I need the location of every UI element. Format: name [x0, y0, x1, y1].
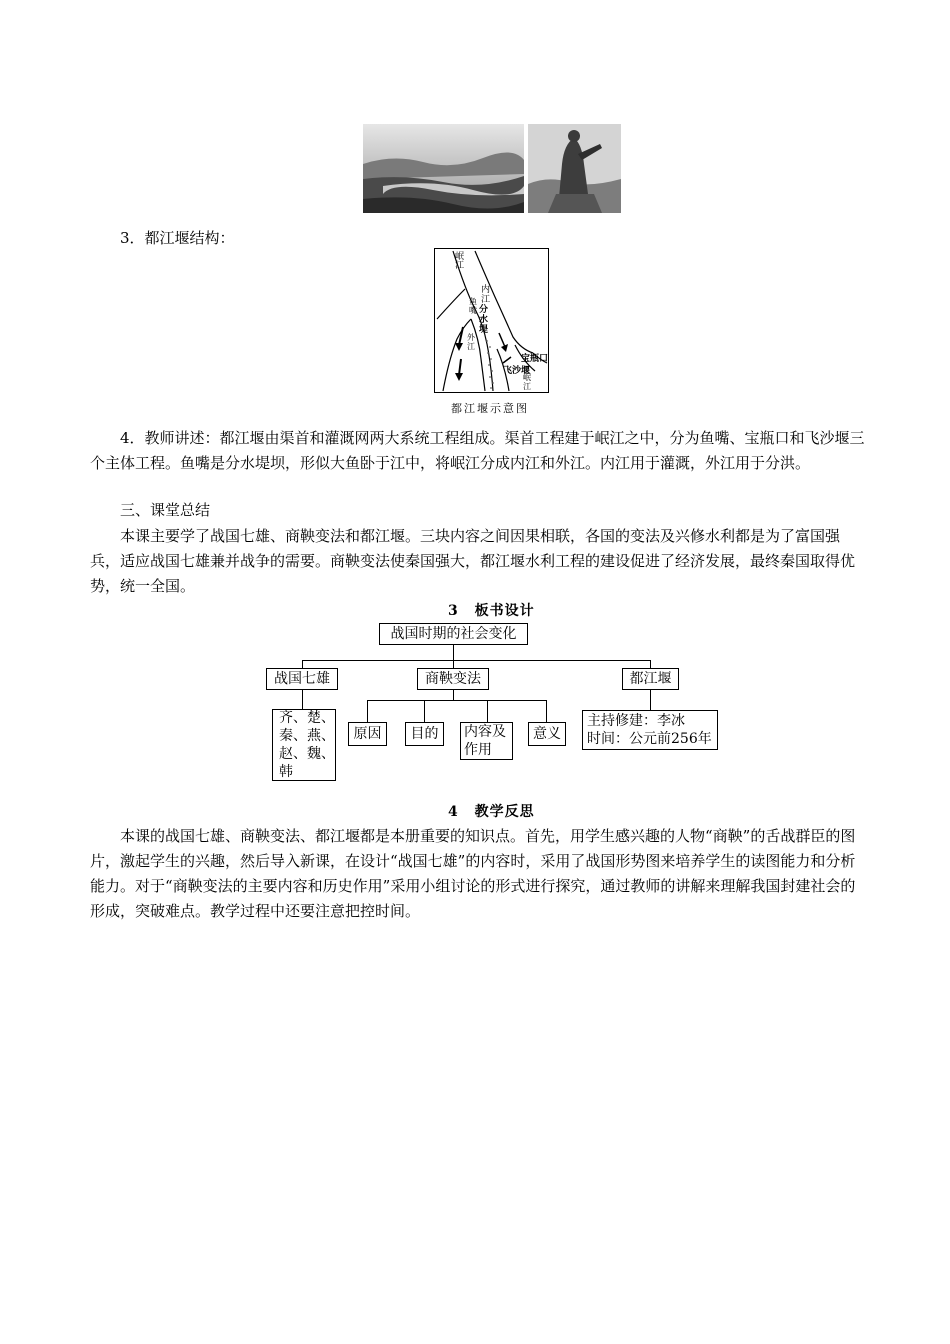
river-landscape-photo — [363, 124, 524, 213]
board-root: 战国时期的社会变化 — [379, 623, 528, 645]
board-dujiangyan: 都江堰 — [622, 668, 679, 690]
sy-content-line-1: 内容及 — [464, 724, 506, 740]
summary-heading: 三、课堂总结 — [120, 501, 211, 519]
map-caption: 都江堰示意图 — [451, 402, 529, 415]
state-line-4: 韩 — [279, 764, 293, 780]
board-sy-reason: 原因 — [348, 722, 387, 746]
board-qixiong-states — [272, 709, 336, 781]
djy-detail-time: 时间：公元前256年 — [587, 731, 712, 747]
state-line-3: 赵、魏、 — [279, 746, 335, 762]
map-label-waijiang: 外江 — [467, 333, 475, 351]
reflection-heading-num: 4 — [448, 804, 459, 820]
item-4-paragraph: 4．教师讲述：都江堰由渠首和灌溉网两大系统工程组成。渠首工程建于岷江之中，分为鱼嘴、宝瓶口和飞沙堰三个主体工程。鱼嘴是分水堤坝，形似大鱼卧于江中，将岷江分成内江和外江。内江用于灌溉，外江用于分洪。 — [90, 429, 865, 472]
board-sy-purpose: 目的 — [405, 722, 444, 746]
djy-detail-builder: 主持修建：李冰 — [587, 713, 685, 729]
summary-paragraph: 本课主要学了战国七雄、商鞅变法和都江堰。三块内容之间因果相联，各国的变法及兴修水利都是为了富国强兵，适应战国七雄兼并战争的需要。商鞅变法使秦国强大，都江堰水利工程的建设促进了经济发展，最终秦国取得优势，统一全国。 — [90, 527, 856, 595]
board-qixiong: 战国七雄 — [266, 668, 338, 690]
board-heading-text: 板书设计 — [474, 603, 535, 619]
map-label-feishayan: 飞沙堰 — [503, 366, 531, 376]
map-label-minjiang-top: 岷江 — [455, 252, 465, 271]
board-sy-content — [460, 722, 513, 760]
board-shangyang: 商鞅变法 — [417, 668, 489, 690]
state-line-1: 齐、楚、 — [279, 710, 335, 726]
map-label-fenshuidi: 分水堤 — [479, 305, 489, 335]
board-djy-detail — [582, 710, 718, 750]
map-label-baopingkou: 宝瓶口 — [521, 354, 549, 364]
state-line-2: 秦、燕、 — [279, 728, 335, 744]
dujiangyan-map — [434, 248, 549, 393]
map-label-minjiang-bottom: 岷江 — [523, 373, 531, 391]
reflection-heading-text: 教学反思 — [474, 804, 535, 820]
board-heading-num: 3 — [448, 603, 459, 619]
statue-photo — [528, 124, 621, 213]
map-label-neijiang: 内江 — [481, 285, 491, 305]
map-label-yuzui: 鱼嘴 — [469, 297, 477, 315]
sy-content-line-2: 作用 — [464, 742, 492, 758]
reflection-paragraph: 本课的战国七雄、商鞅变法、都江堰都是本册重要的知识点。首先，用学生感兴趣的人物“商鞅”的舌战群臣的图片，激起学生的兴趣，然后导入新课，在设计“战国七雄”的内容时，采用了战国形势图来培养学生的读图能力和分析能力。对于“商鞅变法的主要内容和历史作用”采用小组讨论的形式进行探究，通过教师的讲解来理解我国封建社会的形成，突破难点。教学过程中还要注意把控时间。 — [90, 827, 856, 920]
board-heading — [448, 600, 535, 620]
item-3-heading: 3．都江堰结构： — [120, 229, 235, 247]
board-sy-significance: 意义 — [528, 722, 566, 746]
reflection-heading — [448, 801, 535, 821]
